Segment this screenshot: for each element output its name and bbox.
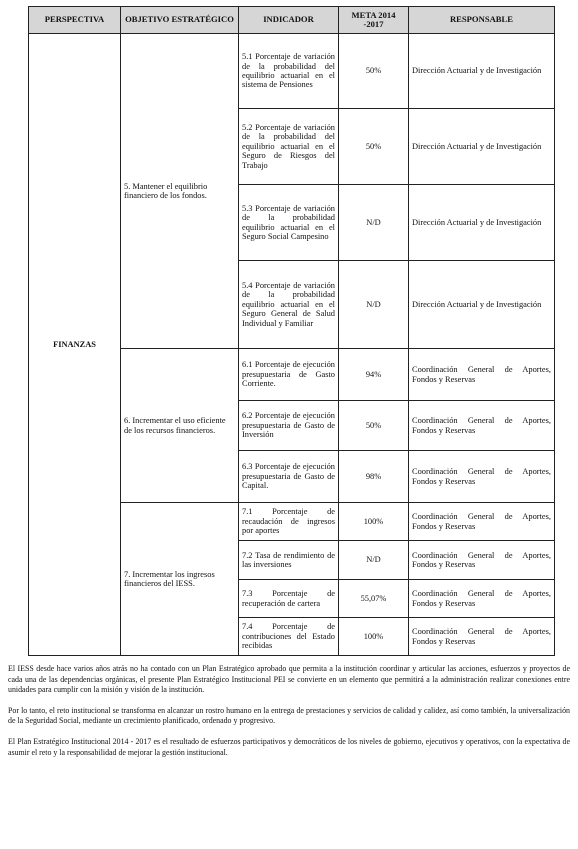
indicator-cell: 5.2 Porcentaje de variación de la probabilidad del equilibrio actuarial en el Seguro de Riesgos del Trabajo [239, 109, 339, 185]
paragraph: El IESS desde hace varios años atrás no ha contado con un Plan Estratégico aprobado que permita a la institución coordinar y articular las acciones, esfuerzos y proyectos de cada una de las dependencias orgánicas, el presente Plan Estratégico Institucional PEI se convierte en un elemento que permitirá a la administración realizar conexiones entre unidades para cumplir con la misión y visión de la institución. [8, 664, 570, 695]
meta-cell: 94% [339, 349, 409, 401]
indicator-cell: 7.1 Porcentaje de recaudación de ingresos por aportes [239, 503, 339, 541]
header-responsable: RESPONSABLE [409, 7, 555, 34]
objective-5-cell: 5. Mantener el equilibrio financiero de los fondos. [121, 34, 239, 349]
responsible-cell: Coordinación General de Aportes, Fondos y Reservas [409, 618, 555, 656]
header-indicador: INDICADOR [239, 7, 339, 34]
indicator-cell: 6.1 Porcentaje de ejecución presupuestaria de Gasto Corriente. [239, 349, 339, 401]
responsible-cell: Coordinación General de Aportes, Fondos y Reservas [409, 349, 555, 401]
table-row [29, 34, 555, 109]
objective-7-cell: 7. Incrementar los ingresos financieros del IESS. [121, 503, 239, 656]
header-meta: META 2014 -2017 [339, 7, 409, 34]
paragraph: El Plan Estratégico Institucional 2014 - 2017 es el resultado de esfuerzos participativos y democráticos de los niveles de gobierno, ejecutivos y operativos, con la expectativa de asumir el reto y la responsabilidad de mejorar la gestión institucional. [8, 736, 570, 757]
responsible-cell: Dirección Actuarial y de Investigación [409, 185, 555, 261]
header-perspectiva: PERSPECTIVA [29, 7, 121, 34]
responsible-cell: Coordinación General de Aportes, Fondos y Reservas [409, 451, 555, 503]
meta-cell: 100% [339, 503, 409, 541]
meta-cell: 55,07% [339, 580, 409, 618]
indicator-cell: 7.2 Tasa de rendimiento de las inversiones [239, 541, 339, 580]
responsible-cell: Dirección Actuarial y de Investigación [409, 109, 555, 185]
indicator-cell: 5.4 Porcentaje de variación de la probabilidad equilibrio actuarial en el Seguro General de Salud Individual y Familiar [239, 261, 339, 349]
responsible-cell: Dirección Actuarial y de Investigación [409, 261, 555, 349]
responsible-cell: Coordinación General de Aportes, Fondos y Reservas [409, 580, 555, 618]
indicator-cell: 7.4 Porcentaje de contribuciones del Estado recibidas [239, 618, 339, 656]
meta-cell: 50% [339, 34, 409, 109]
indicator-cell: 6.2 Porcentaje de ejecución presupuestaria de Gasto de Inversión [239, 401, 339, 451]
responsible-cell: Coordinación General de Aportes, Fondos y Reservas [409, 503, 555, 541]
meta-cell: 100% [339, 618, 409, 656]
responsible-cell: Coordinación General de Aportes, Fondos y Reservas [409, 541, 555, 580]
indicator-cell: 5.1 Porcentaje de variación de la probabilidad del equilibrio actuarial en el sistema de Pensiones [239, 34, 339, 109]
meta-cell: N/D [339, 541, 409, 580]
indicator-cell: 7.3 Porcentaje de recuperación de cartera [239, 580, 339, 618]
meta-cell: 98% [339, 451, 409, 503]
responsible-cell: Coordinación General de Aportes, Fondos y Reservas [409, 401, 555, 451]
body-text [8, 664, 570, 768]
objective-6-cell: 6. Incrementar el uso eficiente de los recursos financieros. [121, 349, 239, 503]
strategic-plan-table [28, 6, 555, 656]
meta-cell: N/D [339, 261, 409, 349]
meta-cell: N/D [339, 185, 409, 261]
indicator-cell: 6.3 Porcentaje de ejecución presupuestaria de Gasto de Capital. [239, 451, 339, 503]
meta-cell: 50% [339, 401, 409, 451]
responsible-cell: Dirección Actuarial y de Investigación [409, 34, 555, 109]
header-objetivo: OBJETIVO ESTRATÉGICO [121, 7, 239, 34]
meta-cell: 50% [339, 109, 409, 185]
perspective-cell: FINANZAS [29, 34, 121, 656]
table-header-row [29, 7, 555, 34]
indicator-cell: 5.3 Porcentaje de variación de la probabilidad equilibrio actuarial en el Seguro Social Campesino [239, 185, 339, 261]
paragraph: Por lo tanto, el reto institucional se transforma en alcanzar un rostro humano en la entrega de prestaciones y servicios de calidad y calidez, así como también, la universalización de la Seguridad Social, mediante un crecimiento planificado, ordenado y progresivo. [8, 705, 570, 726]
